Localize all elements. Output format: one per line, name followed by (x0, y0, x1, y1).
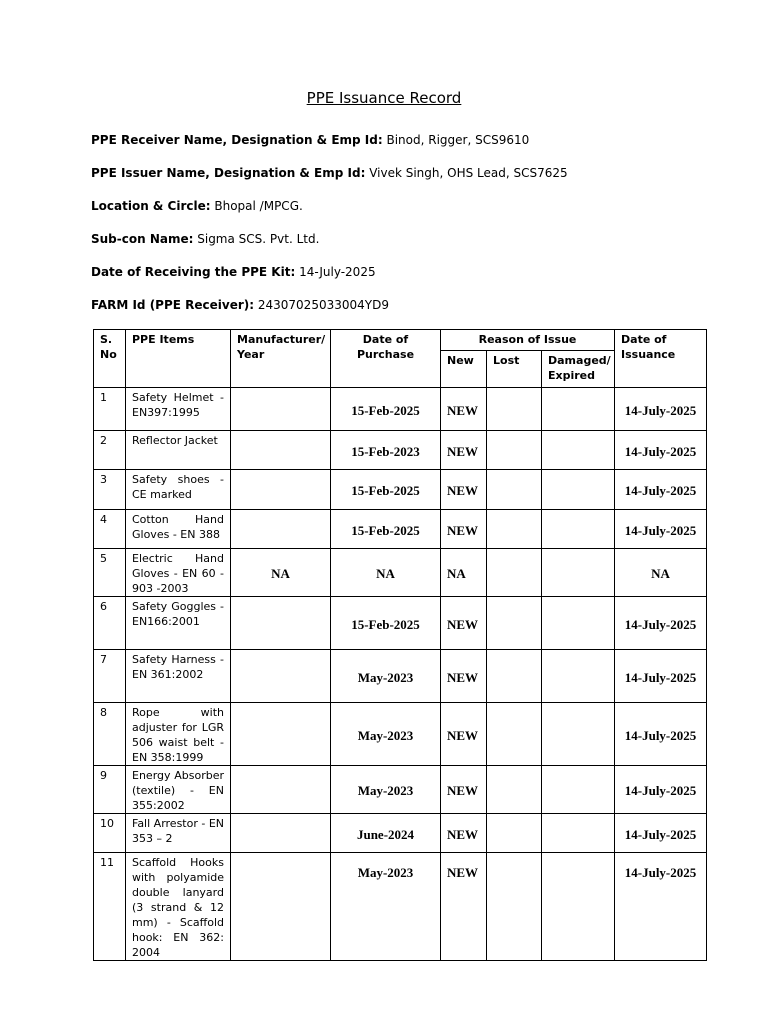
row-new: NEW (441, 431, 487, 470)
row-lost (487, 814, 542, 853)
row-new: NEW (441, 388, 487, 431)
row-item: Energy Absorber (textile) - EN 355:2002 (126, 766, 231, 814)
header-manufacturer: Manufacturer/ Year (231, 330, 331, 388)
row-sno: 11 (94, 853, 126, 961)
row-issuance-date: 14-July-2025 (615, 814, 707, 853)
row-issuance-date: 14-July-2025 (615, 470, 707, 510)
receiving-date-field (91, 265, 376, 279)
row-purchase-date: May-2023 (331, 766, 441, 814)
row-purchase-date: 15-Feb-2025 (331, 470, 441, 510)
row-item: Cotton Hand Gloves - EN 388 (126, 510, 231, 549)
subcon-field (91, 232, 319, 246)
row-manufacturer (231, 510, 331, 549)
row-new: NEW (441, 703, 487, 766)
receiver-label: PPE Receiver Name, Designation & Emp Id: (91, 133, 383, 147)
row-item: Electric Hand Gloves - EN 60 - 903 -2003 (126, 549, 231, 597)
row-issuance-date: 14-July-2025 (615, 703, 707, 766)
table-row (94, 470, 707, 510)
table-row (94, 703, 707, 766)
row-purchase-date: NA (331, 549, 441, 597)
row-lost (487, 388, 542, 431)
table-row (94, 388, 707, 431)
row-manufacturer (231, 766, 331, 814)
row-item: Scaffold Hooks with polyamide double lanyard (3 strand & 12 mm) - Scaffold hook: EN 362: 2004 (126, 853, 231, 961)
row-lost (487, 597, 542, 650)
row-manufacturer (231, 650, 331, 703)
row-item: Fall Arrestor - EN 353 – 2 (126, 814, 231, 853)
header-damaged: Damaged/ Expired (542, 351, 615, 388)
row-damaged (542, 814, 615, 853)
row-purchase-date: June-2024 (331, 814, 441, 853)
row-sno: 2 (94, 431, 126, 470)
header-items: PPE Items (126, 330, 231, 388)
row-item: Rope with adjuster for LGR 506 waist belt - EN 358:1999 (126, 703, 231, 766)
table-row (94, 549, 707, 597)
row-damaged (542, 431, 615, 470)
row-damaged (542, 597, 615, 650)
issuer-label: PPE Issuer Name, Designation & Emp Id: (91, 166, 366, 180)
row-manufacturer (231, 814, 331, 853)
row-manufacturer (231, 431, 331, 470)
row-new: NEW (441, 597, 487, 650)
row-purchase-date: May-2023 (331, 650, 441, 703)
header-purchase: Date of Purchase (331, 330, 441, 388)
row-issuance-date: 14-July-2025 (615, 431, 707, 470)
row-lost (487, 703, 542, 766)
header-reason: Reason of Issue (441, 330, 615, 351)
row-lost (487, 431, 542, 470)
row-item: Safety shoes - CE marked (126, 470, 231, 510)
row-lost (487, 766, 542, 814)
row-item: Safety Helmet - EN397:1995 (126, 388, 231, 431)
table-row (94, 853, 707, 961)
row-sno: 8 (94, 703, 126, 766)
page-title: PPE Issuance Record (306, 89, 462, 107)
row-manufacturer: NA (231, 549, 331, 597)
row-sno: 10 (94, 814, 126, 853)
table-row (94, 431, 707, 470)
row-new: NEW (441, 510, 487, 549)
row-damaged (542, 470, 615, 510)
row-lost (487, 650, 542, 703)
row-lost (487, 470, 542, 510)
row-damaged (542, 549, 615, 597)
row-damaged (542, 766, 615, 814)
row-issuance-date: 14-July-2025 (615, 853, 707, 961)
row-new: NEW (441, 814, 487, 853)
row-item: Safety Goggles - EN166:2001 (126, 597, 231, 650)
row-new: NA (441, 549, 487, 597)
issuer-field (91, 166, 568, 180)
row-issuance-date: 14-July-2025 (615, 766, 707, 814)
row-issuance-date: 14-July-2025 (615, 650, 707, 703)
row-manufacturer (231, 703, 331, 766)
receiver-value: Binod, Rigger, SCS9610 (382, 133, 530, 147)
receiving-date-value: 14-July-2025 (295, 265, 376, 279)
row-lost (487, 853, 542, 961)
row-purchase-date: May-2023 (331, 853, 441, 961)
issuer-value: Vivek Singh, OHS Lead, SCS7625 (365, 166, 568, 180)
table-row (94, 766, 707, 814)
row-sno: 5 (94, 549, 126, 597)
row-issuance-date: 14-July-2025 (615, 510, 707, 549)
row-sno: 6 (94, 597, 126, 650)
location-label: Location & Circle: (91, 199, 211, 213)
table-row (94, 510, 707, 549)
row-item: Safety Harness - EN 361:2002 (126, 650, 231, 703)
location-field (91, 199, 303, 213)
row-lost (487, 549, 542, 597)
farm-id-value: 24307025033004YD9 (254, 298, 389, 312)
row-damaged (542, 388, 615, 431)
row-new: NEW (441, 470, 487, 510)
row-item: Reflector Jacket (126, 431, 231, 470)
location-value: Bhopal /MPCG. (210, 199, 303, 213)
subcon-value: Sigma SCS. Pvt. Ltd. (193, 232, 320, 246)
header-lost: Lost (487, 351, 542, 388)
row-sno: 3 (94, 470, 126, 510)
header-issuance: Date of Issuance (615, 330, 707, 388)
row-sno: 7 (94, 650, 126, 703)
table-row (94, 814, 707, 853)
farm-id-field (91, 298, 389, 312)
header-new: New (441, 351, 487, 388)
row-sno: 1 (94, 388, 126, 431)
row-sno: 9 (94, 766, 126, 814)
receiving-date-label: Date of Receiving the PPE Kit: (91, 265, 296, 279)
row-purchase-date: 15-Feb-2025 (331, 510, 441, 549)
receiver-field (91, 133, 529, 147)
row-damaged (542, 853, 615, 961)
row-new: NEW (441, 766, 487, 814)
row-issuance-date: 14-July-2025 (615, 597, 707, 650)
row-manufacturer (231, 853, 331, 961)
row-purchase-date: 15-Feb-2025 (331, 597, 441, 650)
row-manufacturer (231, 597, 331, 650)
row-manufacturer (231, 470, 331, 510)
table-row (94, 597, 707, 650)
farm-id-label: FARM Id (PPE Receiver): (91, 298, 255, 312)
header-sno: S. No (94, 330, 126, 388)
row-new: NEW (441, 853, 487, 961)
row-purchase-date: 15-Feb-2025 (331, 388, 441, 431)
row-damaged (542, 703, 615, 766)
row-issuance-date: NA (615, 549, 707, 597)
row-new: NEW (441, 650, 487, 703)
row-damaged (542, 510, 615, 549)
subcon-label: Sub-con Name: (91, 232, 194, 246)
row-manufacturer (231, 388, 331, 431)
row-damaged (542, 650, 615, 703)
ppe-table (93, 329, 707, 961)
row-lost (487, 510, 542, 549)
row-sno: 4 (94, 510, 126, 549)
row-issuance-date: 14-July-2025 (615, 388, 707, 431)
row-purchase-date: May-2023 (331, 703, 441, 766)
row-purchase-date: 15-Feb-2023 (331, 431, 441, 470)
table-row (94, 650, 707, 703)
